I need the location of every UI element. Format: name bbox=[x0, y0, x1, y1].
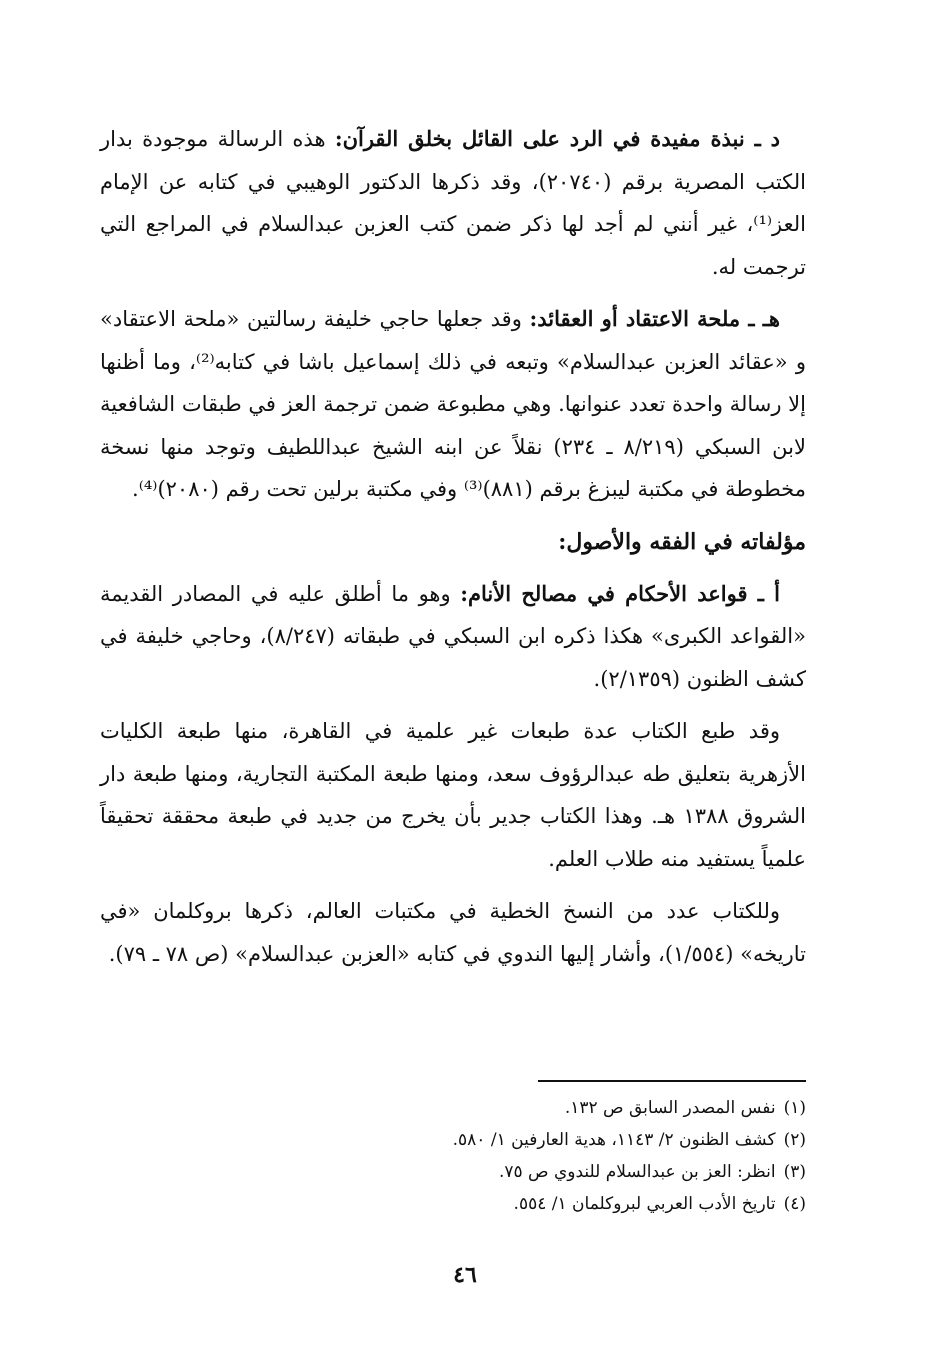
paragraph-heading: هـ ـ ملحة الاعتقاد أو العقائد: bbox=[529, 306, 781, 331]
page-number: ٤٦ bbox=[453, 1262, 477, 1288]
footnote-number: (٤) bbox=[783, 1194, 806, 1214]
paragraph-text: وقد طبع الكتاب عدة طبعات غير علمية في القاهرة، منها طبعة الكليات الأزهرية بتعليق طه عبدالرؤوف سعد، ومنها طبعة المكتبة التجارية، ومنها طبعة دار الشروق ١٣٨٨ هـ. وهذا الكتاب جدير بأن يخرج من جديد في طبعة محققة تحقيقاً علمياً يستفيد منه طلاب العلم. bbox=[100, 719, 806, 871]
footnote-4 bbox=[206, 1188, 806, 1220]
footnote-text: انظر: العز بن عبدالسلام للندوي ص ٧٥. bbox=[498, 1162, 776, 1182]
footnote-number: (٣) bbox=[783, 1162, 806, 1182]
footnote-2 bbox=[206, 1124, 806, 1156]
footnote-text: كشف الظنون ٢/ ١١٤٣، هدية العارفين ١/ ٥٨٠. bbox=[452, 1130, 776, 1150]
section-title: مؤلفاته في الفقه والأصول: bbox=[558, 528, 806, 555]
paragraph-text: وللكتاب عدد من النسخ الخطية في مكتبات العالم، ذكرها بروكلمان «في تاريخه» (١/٥٥٤)، وأشار إليها الندوي في كتابه «العزبن عبدالسلام» (ص ٧٨ ـ ٧٩). bbox=[100, 899, 806, 966]
paragraph-editions bbox=[100, 710, 806, 880]
page-body bbox=[100, 118, 806, 985]
paragraph-qawaid-al-ahkam bbox=[100, 573, 806, 701]
footnote-divider bbox=[538, 1080, 806, 1082]
footnote-3 bbox=[206, 1156, 806, 1188]
footnote-number: (٢) bbox=[783, 1130, 806, 1150]
paragraph-mulhat-al-itiqad bbox=[100, 298, 806, 511]
paragraph-manuscripts bbox=[100, 890, 806, 975]
paragraph-heading: أ ـ قواعد الأحكام في مصالح الأنام: bbox=[460, 580, 780, 606]
footnote-number: (١) bbox=[783, 1098, 806, 1118]
footnote-text: نفس المصدر السابق ص ١٣٢. bbox=[564, 1098, 776, 1118]
footnotes bbox=[206, 1092, 806, 1220]
paragraph-nabdha bbox=[100, 118, 806, 288]
paragraph-heading: د ـ نبذة مفيدة في الرد على القائل بخلق القرآن: bbox=[334, 126, 780, 151]
paragraph-text: وهو ما أطلق عليه في المصادر القديمة «القواعد الكبرى» هكذا ذكره ابن السبكي في طبقاته (٨/٢٤٧)، وحاجي خليفة في كشف الظنون (٢/١٣٥٩). bbox=[100, 581, 806, 691]
footnote-text: تاريخ الأدب العربي لبروكلمان ١/ ٥٥٤. bbox=[513, 1194, 776, 1214]
paragraph-text: وقد جعلها حاجي خليفة رسالتين «ملحة الاعتقاد» و «عقائد العزبن عبدالسلام» وتبعه في ذلك إسماعيل باشا في كتابه⁽²⁾، وما أظنها إلا رسالة واحدة تعدد عنوانها. وهي مطبوعة ضمن ترجمة العز في طبقات الشافعية لابن السبكي (٨/٢١٩ ـ ٢٣٤) نقلاً عن ابنه الشيخ عبداللطيف وتوجد منها نسخة مخطوطة في مكتبة ليبزغ برقم (٨٨١)⁽³⁾ وفي مكتبة برلين تحت رقم (٢٠٨٠)⁽⁴⁾. bbox=[100, 307, 806, 501]
footnote-1 bbox=[206, 1092, 806, 1124]
paragraph-text: هذه الرسالة موجودة بدار الكتب المصرية برقم (٢٠٧٤٠)، وقد ذكرها الدكتور الوهيبي في كتابه عن الإمام العز⁽¹⁾، غير أنني لم أجد لها ذكر ضمن كتب العزبن عبدالسلام في المراجع التي ترجمت له. bbox=[100, 127, 806, 279]
